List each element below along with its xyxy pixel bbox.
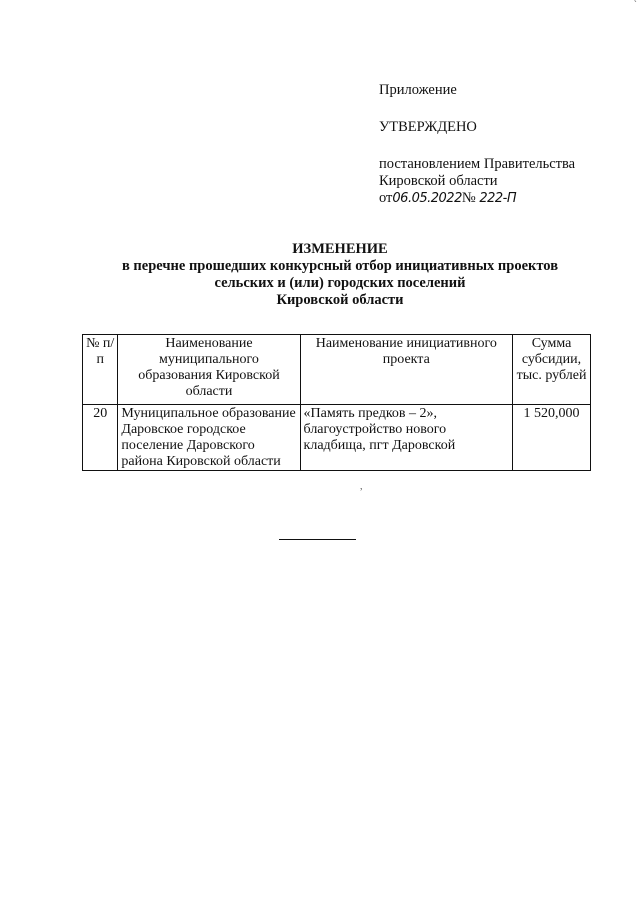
scan-mark: ` [633, 0, 637, 11]
table-header-row [83, 335, 591, 405]
cell-number: 20 [83, 405, 118, 471]
title-line-2: сельских и (или) городских поселений [214, 275, 466, 291]
document-title [80, 241, 600, 309]
resolution-line-1: постановлением Правительства [379, 156, 576, 172]
handwritten-number: 222-П [479, 191, 517, 206]
cell-amount: 1 520,000 [513, 405, 591, 471]
pen-mark: , [360, 481, 363, 492]
cell-project: «Память предков – 2», благоустройство нового кладбища, пгт Даровской [300, 405, 513, 471]
header-amount: Сумма субсидии, тыс. рублей [513, 335, 591, 405]
title-line-3: Кировской области [276, 292, 404, 308]
title-line-1: в перечне прошедших конкурсный отбор инициативных проектов [121, 258, 559, 274]
approved-label: УТВЕРЖДЕНО [379, 119, 477, 135]
title-heading: ИЗМЕНЕНИЕ [292, 241, 388, 257]
resolution-date-number [379, 190, 619, 207]
cell-municipality: Муниципальное образование Даровское городское поселение Даровского района Кировской области [118, 405, 300, 471]
projects-table [82, 334, 591, 471]
date-prefix: от [379, 190, 393, 206]
header-project: Наименование инициативного проекта [300, 335, 513, 405]
header-number: № п/п [83, 335, 118, 405]
header-municipality: Наименование муниципального образования Кировской области [118, 335, 300, 405]
resolution-line-2: Кировской области [379, 173, 498, 189]
end-rule [279, 539, 356, 540]
handwritten-date: 06.05.2022 [392, 191, 462, 206]
table-row [83, 405, 591, 471]
number-sign: № [461, 190, 476, 206]
appendix-label: Приложение [379, 82, 457, 98]
approval-stamp-block [379, 82, 619, 207]
